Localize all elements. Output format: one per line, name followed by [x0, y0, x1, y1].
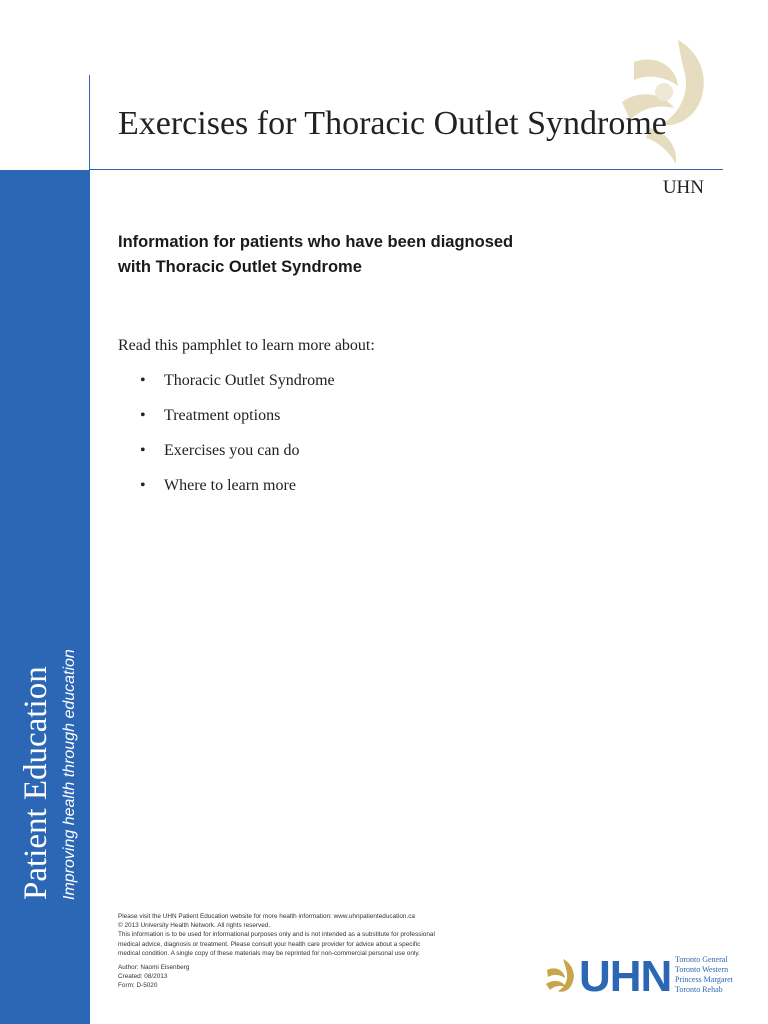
footer-created: Created: 08/2013 [118, 973, 168, 981]
logo-wordmark: UHN [579, 952, 672, 1001]
uhn-logo [543, 952, 743, 1002]
sidebar-title: Patient Education [18, 666, 54, 900]
uhn-emblem-icon [543, 956, 579, 996]
footer-disclaimer [118, 912, 508, 991]
header-vertical-rule [89, 75, 90, 171]
footer-line: Please visit the UHN Patient Education website for more health information: www.uhnpatienteducation.ca [118, 913, 415, 920]
logo-site: Princess Margaret [675, 975, 733, 984]
intro-text: Read this pamphlet to learn more about: [118, 337, 375, 354]
logo-site: Toronto General [675, 955, 728, 964]
list-item [140, 371, 335, 406]
sidebar-text-group [0, 610, 90, 900]
list-item [140, 476, 335, 511]
list-item [140, 441, 335, 476]
bullet-icon: • [140, 372, 146, 389]
logo-site: Toronto Western [675, 965, 729, 974]
list-item [140, 406, 335, 441]
page-title: Exercises for Thoracic Outlet Syndrome [118, 105, 667, 142]
header-horizontal-rule [89, 169, 723, 170]
list-item-text: Treatment options [164, 407, 281, 424]
bullet-icon: • [140, 407, 146, 424]
subtitle-line-2: with Thoracic Outlet Syndrome [118, 258, 362, 276]
topics-list [140, 371, 335, 511]
footer-author: Author: Naomi Eisenberg [118, 964, 190, 972]
list-item-text: Where to learn more [164, 477, 296, 494]
sidebar-subtitle: Improving health through education [61, 649, 78, 900]
logo-site-list [675, 955, 741, 995]
bullet-icon: • [140, 442, 146, 459]
patient-education-sidebar [0, 170, 90, 1024]
footer-line: © 2013 University Health Network. All rights reserved. [118, 922, 271, 930]
footer-line: medical advice, diagnosis or treatment. Please consult your health care provider for advice about a specific [118, 940, 421, 948]
subtitle-line-1: Information for patients who have been diagnosed [118, 233, 514, 251]
footer-line: medical condition. A single copy of these materials may be reprinted for non-commercial personal use only. [118, 949, 420, 957]
footer-line: This information is to be used for informational purposes only and is not intended as a substitute for professional [118, 931, 435, 939]
bullet-icon: • [140, 477, 146, 494]
list-item-text: Exercises you can do [164, 442, 300, 459]
document-subtitle [118, 230, 598, 280]
footer-form: Form: D-5020 [118, 982, 158, 990]
organization-label: UHN [662, 177, 704, 198]
logo-site: Toronto Rehab [675, 985, 723, 994]
list-item-text: Thoracic Outlet Syndrome [164, 372, 335, 389]
uhn-watermark-icon [604, 32, 714, 172]
